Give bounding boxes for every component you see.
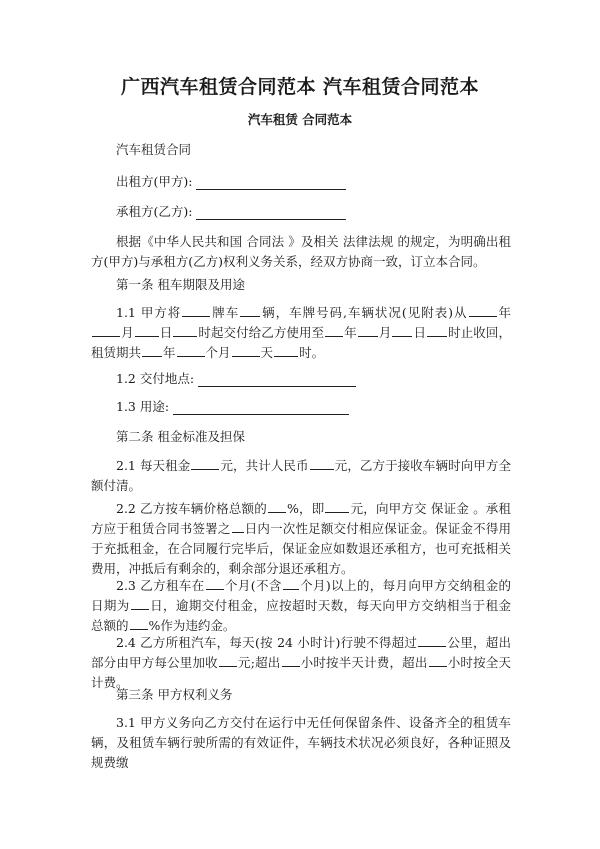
lessee-label: 承租方(乙方): [116,204,193,219]
article-1-heading: 第一条 租车期限及用途 [116,277,245,292]
clause-2-4: 2.4 乙方所租汽车，每天(按 24 小时计)行驶不得超过 公里，超出部分由甲方每公里加收 元;超出 小时按半天计费，超出 小时按全天计费。 [91,635,511,690]
contract-name: 汽车租赁合同 [116,142,192,157]
clause-3-1: 3.1 甲方义务向乙方交付在运行中无任何保留条件、设备齐全的租赁车辆，及租赁车辆行驶所需的有效证件，车辆技术状况必须良好，各种证照及规费缴 [91,715,511,770]
delivery-location-blank [198,372,356,387]
lessee-field [116,202,346,220]
article-3-heading: 第三条 甲方权利义务 [116,687,233,702]
lessor-blank-line [196,175,346,190]
document-title: 广西汽车租赁合同范本 汽车租赁合同范本 [120,76,480,98]
purpose-blank [173,400,349,415]
clause-1-2: 1.2 交付地点: [116,369,356,387]
lessor-field [116,172,346,190]
clause-1-1: 1.1 甲方将 牌车 辆，车牌号码,车辆状况(见附表)从 年月 日 时起交付给乙方使用至 年 月 日 时止收回，租赁期共 年 个月 天 时。 [91,305,511,360]
clause-1-3: 1.3 用途: [116,397,349,415]
preamble-paragraph: 根据《中华人民共和国 合同法 》及相关 法律法规 的规定，为明确出租方(甲方)与承租方(乙方)权利义务关系，经双方协商一致，订立本合同。 [91,234,511,269]
clause-2-1: 2.1 每天租金 元，共计人民币 元，乙方于接收车辆时向甲方全额付清。 [91,458,511,493]
clause-2-2: 2.2 乙方按车辆价格总额的 %，即 元，向甲方交 保证金 。承租方应于租赁合同书签署之 日内一次性足额交付相应保证金。保证金不得用于充抵租金，在合同履行完毕后，保证金应如数退还承租方，也可充抵相关费用，冲抵后有剩余的，剩余部分退还承租方。 [91,501,511,576]
document-subtitle: 汽车租赁 合同范本 [247,112,353,127]
clause-2-3: 2.3 乙方租车在 个月(不含 个月)以上的，每月向甲方交纳租金的日期为 日，逾期交付租金，应按超时天数，每天向甲方交纳相当于租金总额的 %作为违约金。 [91,578,511,633]
lessor-label: 出租方(甲方): [116,174,193,189]
article-2-heading: 第二条 租金标准及担保 [116,429,245,444]
lessee-blank-line [196,205,346,220]
